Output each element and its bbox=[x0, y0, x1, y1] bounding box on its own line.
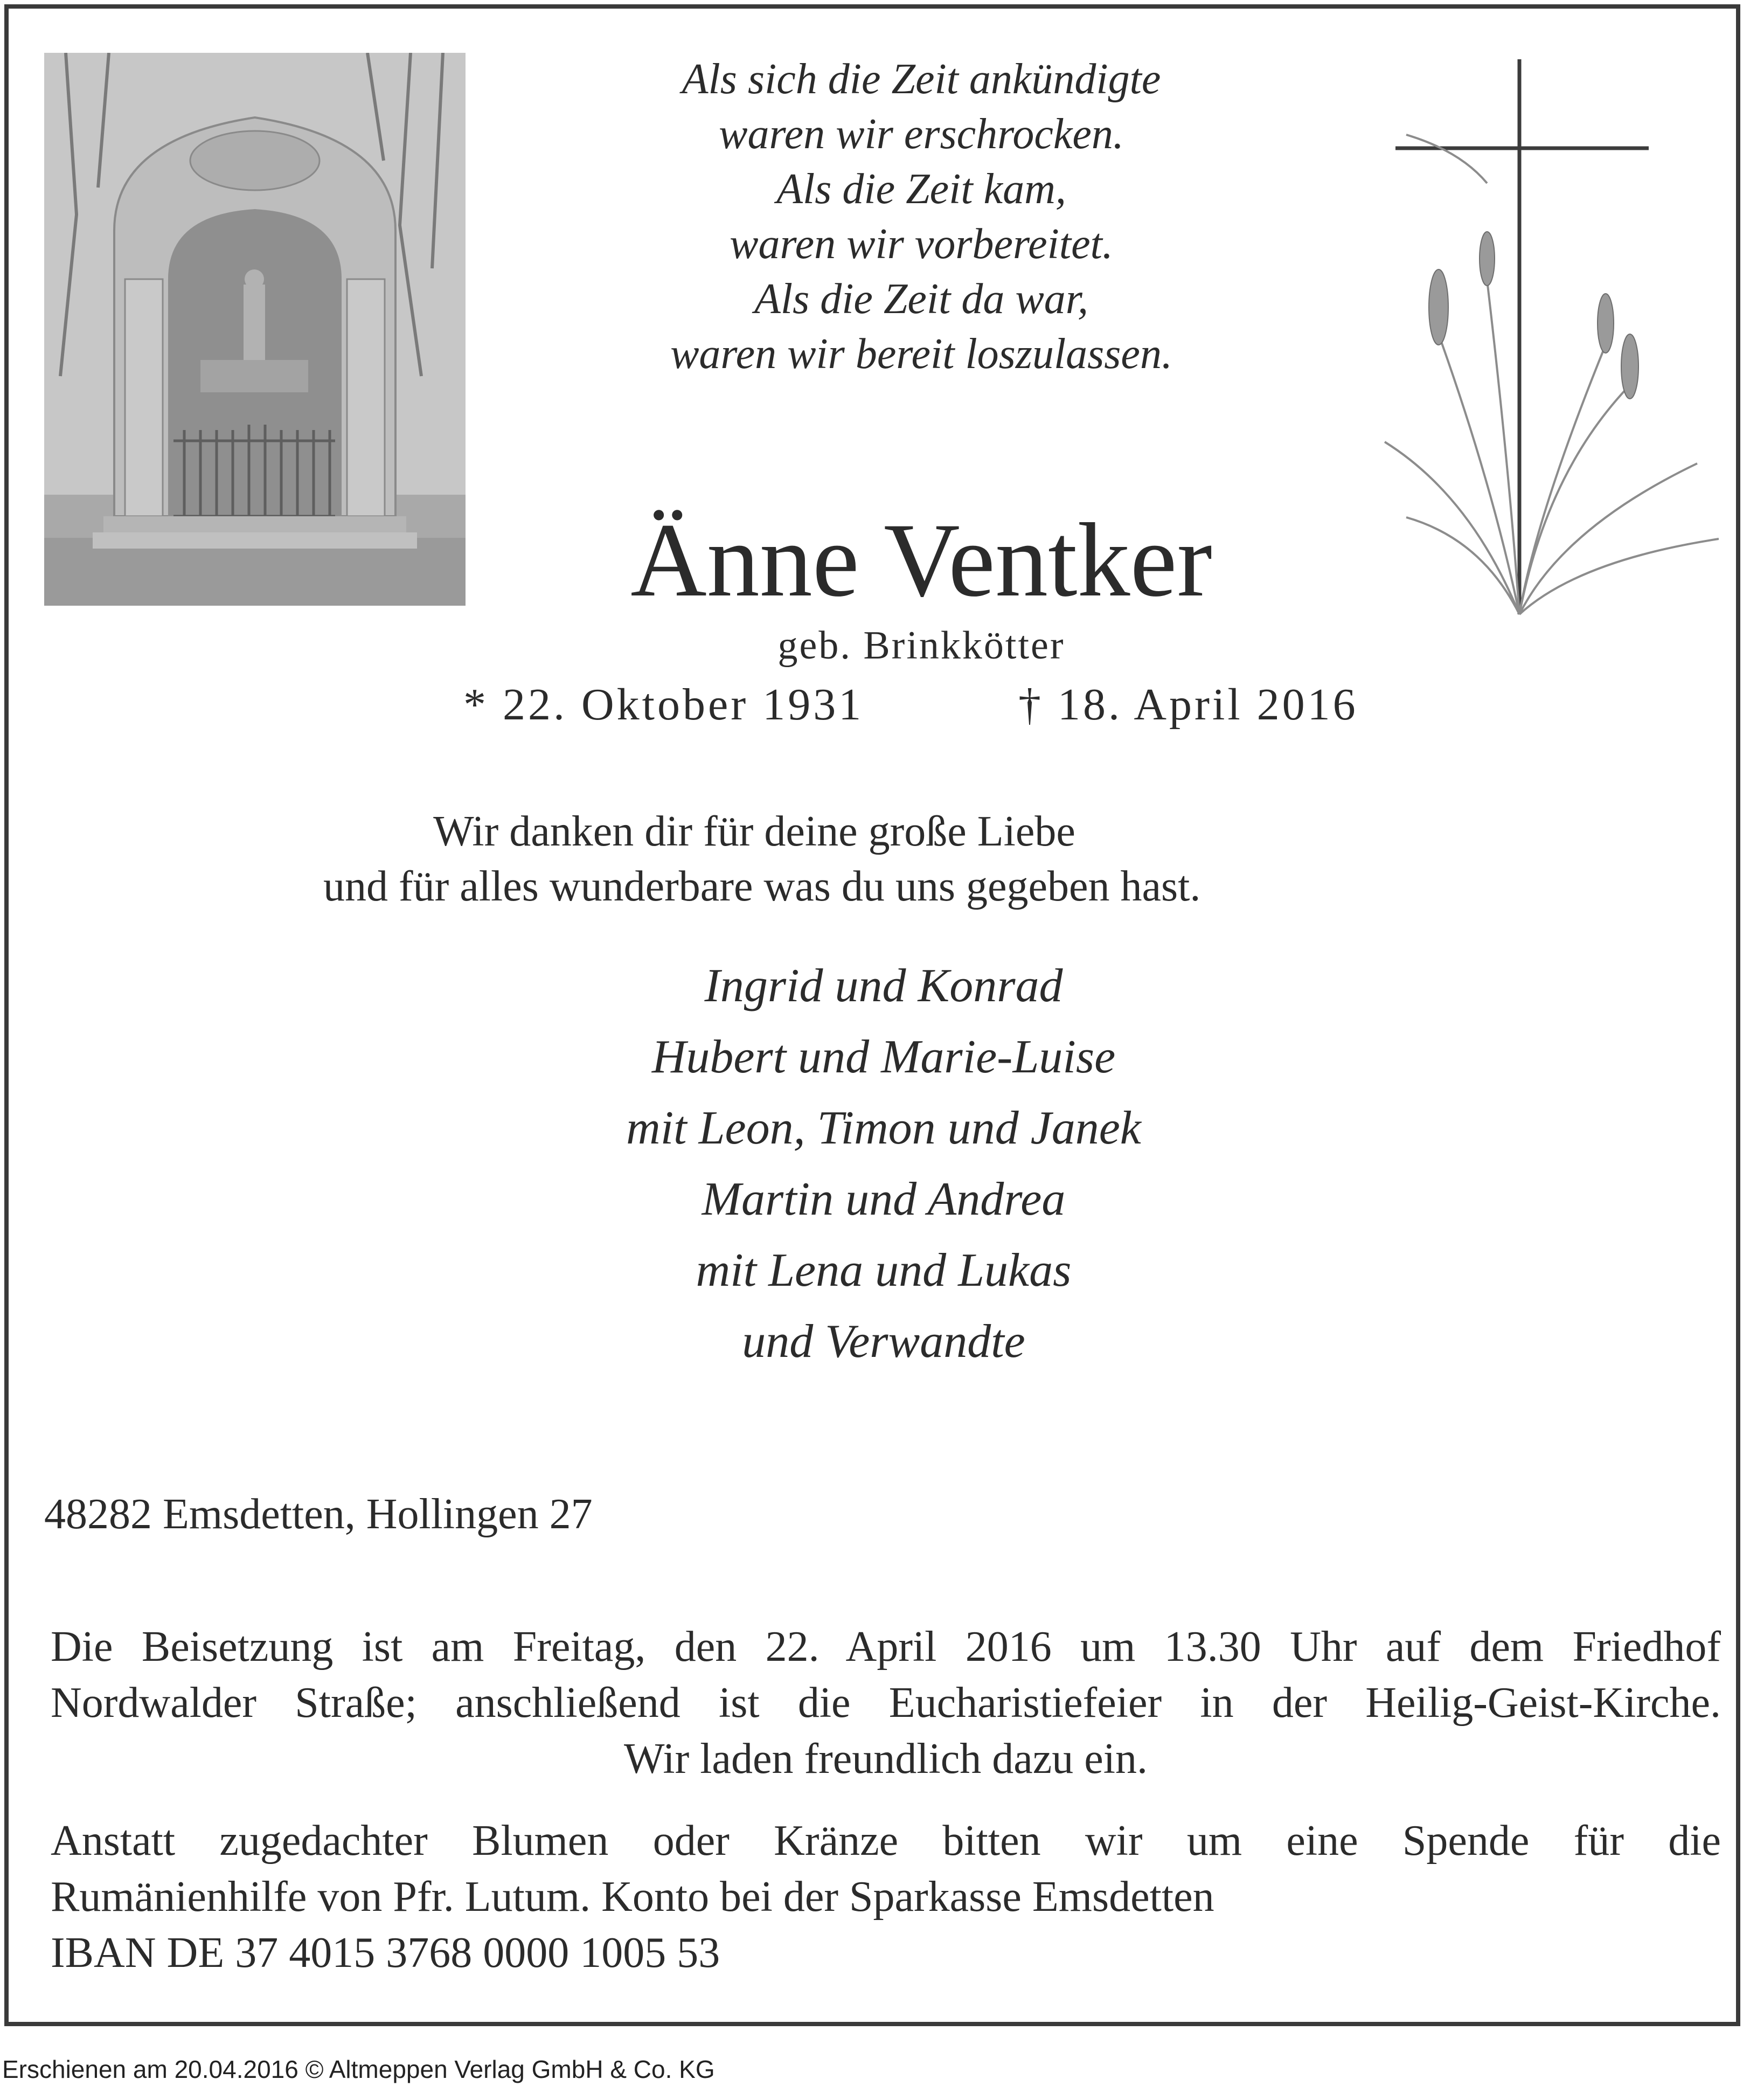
iban-line: IBAN DE 37 4015 3768 0000 1005 53 bbox=[51, 1929, 720, 1977]
birth-date: * 22. Oktober 1931 bbox=[463, 680, 864, 730]
publication-footer: Erschienen am 20.04.2016 © Altmeppen Verlag GmbH & Co. KG bbox=[2, 2055, 715, 2083]
burial-line: Wir laden freundlich dazu ein. bbox=[624, 1735, 1148, 1783]
thanks-line: Wir danken dir für deine große Liebe bbox=[433, 808, 1075, 855]
family-line: Martin und Andrea bbox=[702, 1173, 1066, 1225]
family-line: und Verwandte bbox=[742, 1315, 1025, 1368]
poem-line: waren wir erschrocken. bbox=[719, 110, 1124, 158]
donation-line: Rumänienhilfe von Pfr. Lutum. Konto bei der Sparkasse Emsdetten bbox=[51, 1873, 1214, 1921]
thanks-text bbox=[323, 804, 1201, 914]
family-line: mit Lena und Lukas bbox=[696, 1244, 1072, 1297]
address: 48282 Emsdetten, Hollingen 27 bbox=[44, 1491, 593, 1538]
deceased-name: Änne Ventker bbox=[630, 502, 1212, 619]
poem-line: Als die Zeit da war, bbox=[754, 275, 1089, 323]
chapel-photo bbox=[44, 53, 466, 606]
death-date: † 18. April 2016 bbox=[1018, 680, 1358, 730]
poem bbox=[539, 52, 1304, 382]
family-line: mit Leon, Timon und Janek bbox=[626, 1102, 1141, 1154]
poem-line: waren wir vorbereitet. bbox=[730, 220, 1113, 268]
poem-line: Als sich die Zeit ankündigte bbox=[682, 56, 1161, 103]
cross-with-grain-icon bbox=[1374, 54, 1719, 620]
burial-line: Die Beisetzung ist am Freitag, den 22. April 2016 um 13.30 Uhr auf dem Friedhof bbox=[51, 1623, 1721, 1671]
donation-notice bbox=[51, 1813, 1721, 1981]
burial-notice bbox=[51, 1619, 1721, 1787]
family-line: Ingrid und Konrad bbox=[704, 960, 1063, 1012]
donation-line: Anstatt zugedachter Blumen oder Kränze bitten wir um eine Spende für die bbox=[51, 1817, 1721, 1865]
family-line: Hubert und Marie-Luise bbox=[651, 1031, 1116, 1083]
maiden-name: geb. Brinkkötter bbox=[777, 623, 1065, 668]
family-list bbox=[485, 951, 1282, 1377]
poem-line: Als die Zeit kam, bbox=[776, 165, 1066, 213]
poem-line: waren wir bereit loszulassen. bbox=[670, 330, 1172, 378]
burial-line: Nordwalder Straße; anschließend ist die Eucharistiefeier in der Heilig-Geist-Kirche. bbox=[51, 1679, 1721, 1727]
thanks-line: und für alles wunderbare was du uns gegeben hast. bbox=[323, 863, 1201, 910]
